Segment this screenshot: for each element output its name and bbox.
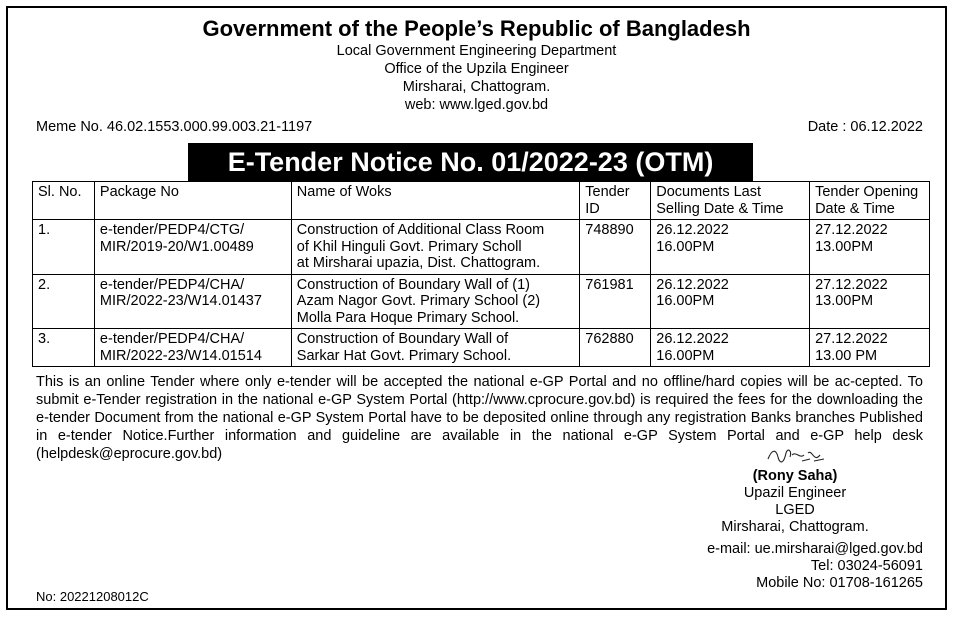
cell-sl-no: 2. xyxy=(33,274,95,329)
cell-tender-opening: 27.12.2022 13.00PM xyxy=(810,274,930,329)
cell-tender-id: 761981 xyxy=(580,274,651,329)
cell-package-no: e-tender/PEDP4/CTG/ MIR/2019-20/W1.00489 xyxy=(94,220,291,275)
office-name: Office of the Upzila Engineer xyxy=(384,61,569,77)
cell-name-of-works: Construction of Additional Class Room of Khil Hinguli Govt. Primary Scholl at Mirsharai upazia, Dist. Chattogram. xyxy=(291,220,580,275)
meme-number: Meme No. 46.02.1553.000.99.003.21-1197 xyxy=(36,119,313,135)
header-documents-last-selling: Documents Last Selling Date & Time xyxy=(651,182,810,220)
office-location: Mirsharai, Chattogram. xyxy=(402,79,551,95)
website: web: www.lged.gov.bd xyxy=(404,97,549,113)
signatory-block xyxy=(665,468,925,536)
government-title: Government of the People’s Republic of Bangladesh xyxy=(202,16,751,41)
header-tender-id: Tender ID xyxy=(580,182,651,220)
signatory-contact xyxy=(707,541,923,592)
header-name-of-works: Name of Woks xyxy=(291,182,580,220)
table-row xyxy=(33,329,930,367)
signatory-mobile: Mobile No: 01708-161265 xyxy=(756,575,923,591)
cell-tender-opening: 27.12.2022 13.00PM xyxy=(810,220,930,275)
memo-number: No: 20221208012C xyxy=(36,589,149,604)
table-row xyxy=(33,220,930,275)
handwritten-signature xyxy=(766,445,826,467)
signatory-location: Mirsharai, Chattogram. xyxy=(721,519,869,535)
cell-documents-last-selling: 26.12.2022 16.00PM xyxy=(651,220,810,275)
letterhead xyxy=(8,16,945,114)
cell-name-of-works: Construction of Boundary Wall of (1) Azam Nagor Govt. Primary School (2) Molla Para Hoque Primary School. xyxy=(291,274,580,329)
notice-title: E-Tender Notice No. 01/2022-23 (OTM) xyxy=(188,143,753,181)
cell-tender-opening: 27.12.2022 13.00 PM xyxy=(810,329,930,367)
department-name: Local Government Engineering Department xyxy=(336,43,617,59)
notice-body-text: This is an online Tender where only e-tender will be accepted the national e-GP Portal and no offline/hard copies will be ac-cepted. To submit e-Tender registration in the national e-GP System Portal (http://www.cprocure.gov.bd) is required the fees for the downloading the e-tender Document from the national e-GP System Portal have to be deposited online through any registration Banks branches Published in e-tender Notice.Further information and guideline are available in the national e-GP System Portal and e-GP help desk (helpdesk@eprocure.gov.bd) xyxy=(36,374,923,462)
tender-notice-page xyxy=(6,6,947,610)
header-tender-opening: Tender Opening Date & Time xyxy=(810,182,930,220)
header-package-no: Package No xyxy=(94,182,291,220)
cell-sl-no: 1. xyxy=(33,220,95,275)
notice-date: Date : 06.12.2022 xyxy=(807,119,923,135)
cell-package-no: e-tender/PEDP4/CHA/ MIR/2022-23/W14.01437 xyxy=(94,274,291,329)
signatory-name: (Rony Saha) xyxy=(752,468,838,484)
signatory-tel: Tel: 03024-56091 xyxy=(810,558,923,574)
cell-tender-id: 762880 xyxy=(580,329,651,367)
signatory-email: e-mail: ue.mirsharai@lged.gov.bd xyxy=(707,541,923,557)
tender-table xyxy=(32,181,930,367)
reference-row xyxy=(36,119,923,135)
cell-documents-last-selling: 26.12.2022 16.00PM xyxy=(651,329,810,367)
cell-package-no: e-tender/PEDP4/CHA/ MIR/2022-23/W14.01514 xyxy=(94,329,291,367)
signatory-designation: Upazil Engineer xyxy=(743,485,847,501)
header-sl-no: Sl. No. xyxy=(33,182,95,220)
cell-documents-last-selling: 26.12.2022 16.00PM xyxy=(651,274,810,329)
signatory-office: LGED xyxy=(775,502,815,518)
table-row xyxy=(33,274,930,329)
table-header-row xyxy=(33,182,930,220)
cell-tender-id: 748890 xyxy=(580,220,651,275)
cell-name-of-works: Construction of Boundary Wall of Sarkar Hat Govt. Primary School. xyxy=(291,329,580,367)
cell-sl-no: 3. xyxy=(33,329,95,367)
